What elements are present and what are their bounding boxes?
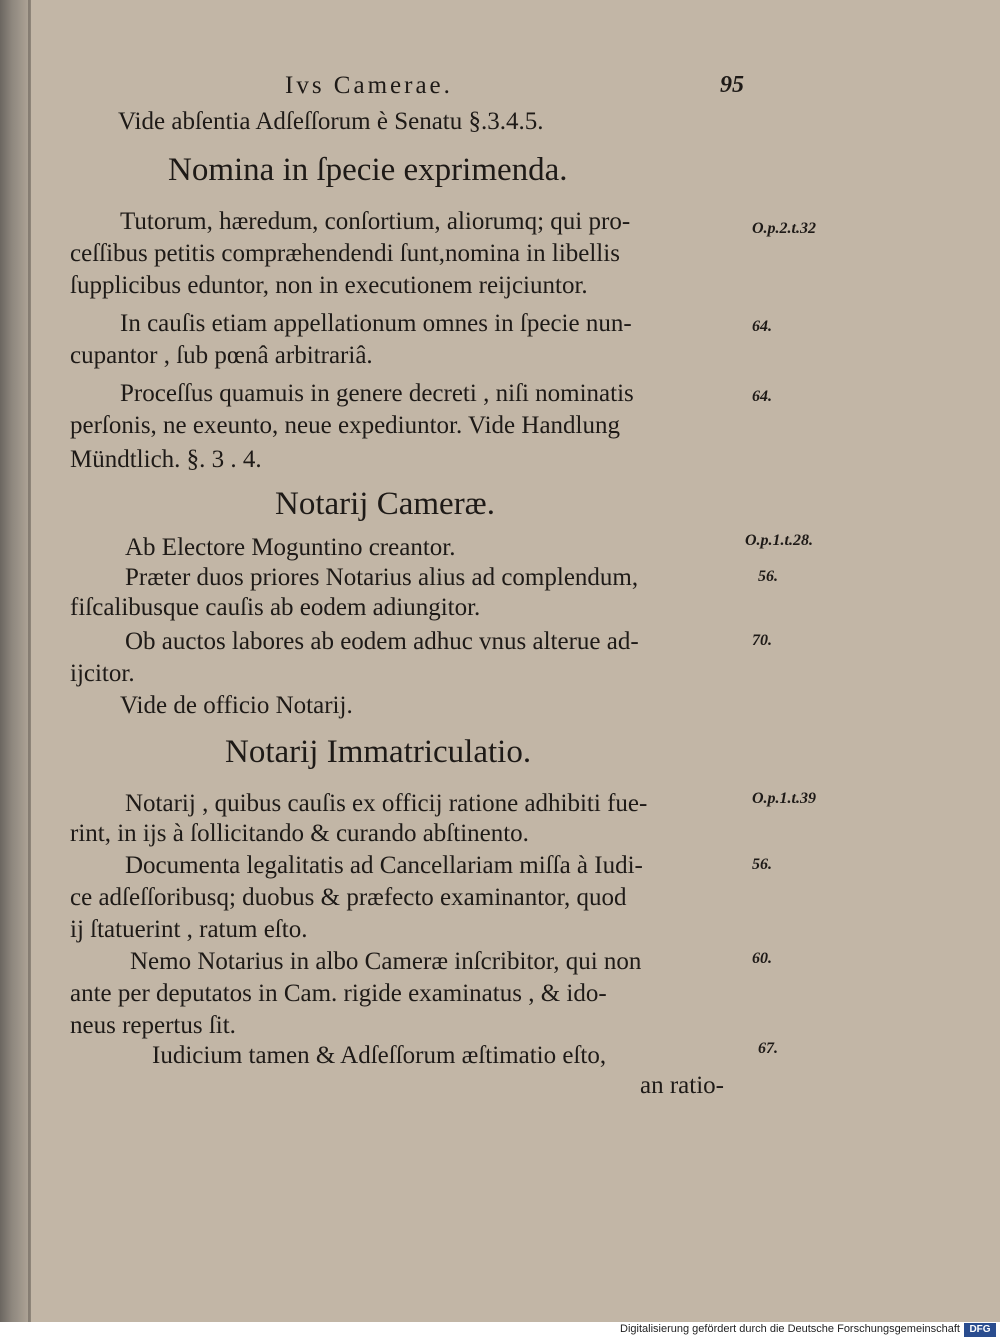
catchword: an ratio- xyxy=(640,1072,724,1099)
margin-note: 70. xyxy=(752,632,772,649)
text-line: Vide de officio Notarij. xyxy=(120,692,353,719)
section-heading: Notarij Cameræ. xyxy=(275,486,495,522)
text-line: ij ſtatuerint , ratum eſto. xyxy=(70,916,308,943)
text-line: Præter duos priores Notarius alius ad complendum, xyxy=(125,564,639,591)
text-line: ce adſeſſoribusq; duobus & præfecto examinantor, quod xyxy=(70,884,627,911)
page-number: 95 xyxy=(720,72,744,98)
text-line: Vide abſentia Adſeſſorum è Senatu §.3.4.5. xyxy=(118,108,544,135)
text-line: Tutorum, hæredum, conſortium, aliorumq; qui pro- xyxy=(120,208,631,235)
text-line: Mündtlich. §. 3 . 4. xyxy=(70,446,262,473)
funding-credit: Digitalisierung gefördert durch die Deutsche Forschungsgemeinschaft xyxy=(620,1323,960,1335)
margin-note: 64. xyxy=(752,318,772,335)
text-line: In cauſis etiam appellationum omnes in ſpecie nun- xyxy=(120,310,632,337)
section-heading: Notarij Immatriculatio. xyxy=(225,734,532,770)
text-line: Proceſſus quamuis in genere decreti , niſi nominatis xyxy=(120,380,634,407)
running-head: Ivs Camerae. xyxy=(285,72,453,99)
margin-note: O.p.1.t.28. xyxy=(745,532,813,549)
section-heading: Nomina in ſpecie exprimenda. xyxy=(168,152,568,188)
spine-shadow xyxy=(28,0,31,1322)
text-line: Ob auctos labores ab eodem adhuc vnus alterue ad- xyxy=(125,628,639,655)
margin-note: 60. xyxy=(752,950,772,967)
margin-note: 64. xyxy=(752,388,772,405)
text-line: Iudicium tamen & Adſeſſorum æſtimatio eſto, xyxy=(152,1042,607,1069)
text-line: rint, in ijs à ſollicitando & curando abſtinento. xyxy=(70,820,529,847)
text-line: Ab Electore Moguntino creantor. xyxy=(125,534,456,561)
text-line: Notarij , quibus cauſis ex officij ratione adhibiti fue- xyxy=(125,790,648,817)
margin-note: 56. xyxy=(752,856,772,873)
text-line: perſonis, ne exeunto, neue expediuntor. Vide Handlung xyxy=(70,412,620,439)
margin-note: 56. xyxy=(758,568,778,585)
text-line: neus repertus ſit. xyxy=(70,1012,236,1039)
footer-bar xyxy=(0,1322,1000,1339)
text-line: ante per deputatos in Cam. rigide examinatus , & ido- xyxy=(70,980,607,1007)
text-line: cupantor , ſub pœnâ arbitrariâ. xyxy=(70,342,373,369)
margin-note: 67. xyxy=(758,1040,778,1057)
text-line: Nemo Notarius in albo Cameræ inſcribitor, qui non xyxy=(130,948,642,975)
text-line: ceſſibus petitis compræhendendi ſunt,nomina in libellis xyxy=(70,240,620,267)
text-line: Documenta legalitatis ad Cancellariam miſſa à Iudi- xyxy=(125,852,643,879)
margin-note: O.p.1.t.39 xyxy=(752,790,816,807)
text-line: fiſcalibusque cauſis ab eodem adiungitor. xyxy=(70,594,481,621)
margin-note: O.p.2.t.32 xyxy=(752,220,816,237)
page-binding xyxy=(0,0,30,1322)
text-line: ſupplicibus eduntor, non in executionem reijciuntor. xyxy=(70,272,588,299)
text-line: ijcitor. xyxy=(70,660,135,687)
dfg-logo: DFG xyxy=(964,1323,996,1337)
